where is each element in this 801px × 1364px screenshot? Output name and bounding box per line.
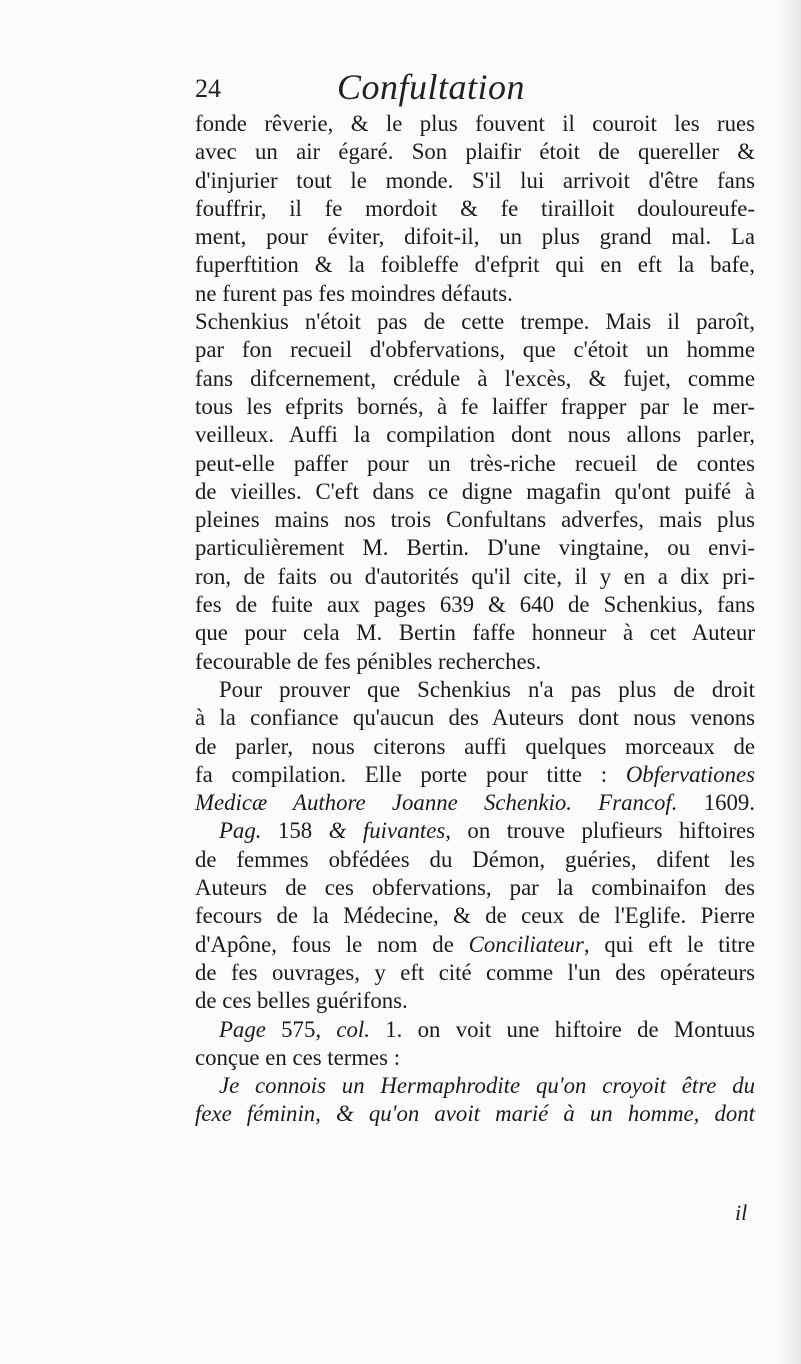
text-line: fuperftition & la foibleffe d'efprit qui en eft la bafe, [195,252,755,278]
text-line: fonde rêverie, & le plus fouvent il couroit les rues [195,111,755,136]
text-line: conçue en ces termes : [195,1044,401,1070]
text-line: peut-elle paffer pour un très-riche recueil de contes [195,450,755,476]
text-line: fans difcernement, crédule à l'excès, & fujet, comme [195,365,755,391]
text-line: de vieilles. C'eft dans ce digne magafin qu'ont puifé à [195,478,755,504]
text-line: ment, pour éviter, difoit-il, un plus grand mal. La [195,224,755,250]
body-text [195,110,755,1129]
text-line: de femmes obfédées du Démon, guéries, difent les [195,846,755,872]
text-line: fexe féminin, & qu'on avoit marié à un homme, dont [195,1101,755,1127]
text-line: tous les efprits bornés, à fe laiffer frapper par le mer- [195,393,755,419]
text-line: particulièrement M. Bertin. D'une vingtaine, ou envi- [195,535,755,561]
text-line: ron, de faits ou d'autorités qu'il cite, il y en a dix pri- [195,563,755,589]
catchword: il [735,1200,748,1225]
text-line: Auteurs de ces obfervations, par la combinaifon des [195,875,755,901]
text-line: par fon recueil d'obfervations, que c'étoit un homme [195,337,755,363]
text-line: de ces belles guérifons. [195,988,408,1014]
text-line: de parler, nous citerons auffi quelques morceaux de [195,733,755,759]
text-line: fa compilation. Elle porte pour titte : Obfervationes [195,761,755,787]
text-line: Pag. 158 & fuivantes, on trouve plufieurs hiftoires [219,818,755,844]
text-line: fecours de la Médecine, & de ceux de l'Eglife. Pierre [195,903,755,929]
text-line: que pour cela M. Bertin faffe honneur à cet Auteur [195,620,755,646]
text-line: avec un air égaré. Son plaifir étoit de quereller & [195,139,755,165]
page-number: 24 [195,74,221,103]
text-line: d'injurier tout le monde. S'il lui arrivoit d'être fans [195,167,755,193]
text-line: veilleux. Auffi la compilation dont nous allons parler, [195,422,755,448]
text-line: de fes ouvrages, y eft cité comme l'un des opérateurs [195,959,755,985]
page-header [195,67,755,110]
running-title: Confultation [337,67,526,107]
text-line: à la confiance qu'aucun des Auteurs dont nous venons [195,705,755,731]
text-line: Je connois un Hermaphrodite qu'on croyoit être du [219,1073,755,1099]
text-line: fouffrir, il fe mordoit & fe tirailloit douloureufe- [195,195,755,221]
text-line: fecourable de fes pénibles recherches. [195,648,542,674]
text-line: Medicæ Authore Joanne Schenkio. Francof. 1609. [195,790,755,816]
text-line: fes de fuite aux pages 639 & 640 de Schenkius, fans [195,592,755,618]
page-edge-shadow [777,0,801,1364]
text-line: ne furent pas fes moindres défauts. [195,280,513,306]
text-line: Pour prouver que Schenkius n'a pas plus de droit [219,676,755,702]
text-line: Schenkius n'étoit pas de cette trempe. Mais il paroît, [195,309,755,335]
text-line: Page 575, col. 1. on voit une hiftoire de Montuus [219,1016,756,1042]
text-line: d'Apône, fous le nom de Conciliateur, qui eft le titre [195,931,755,957]
text-line: pleines mains nos trois Confultans adverfes, mais plus [195,507,755,533]
